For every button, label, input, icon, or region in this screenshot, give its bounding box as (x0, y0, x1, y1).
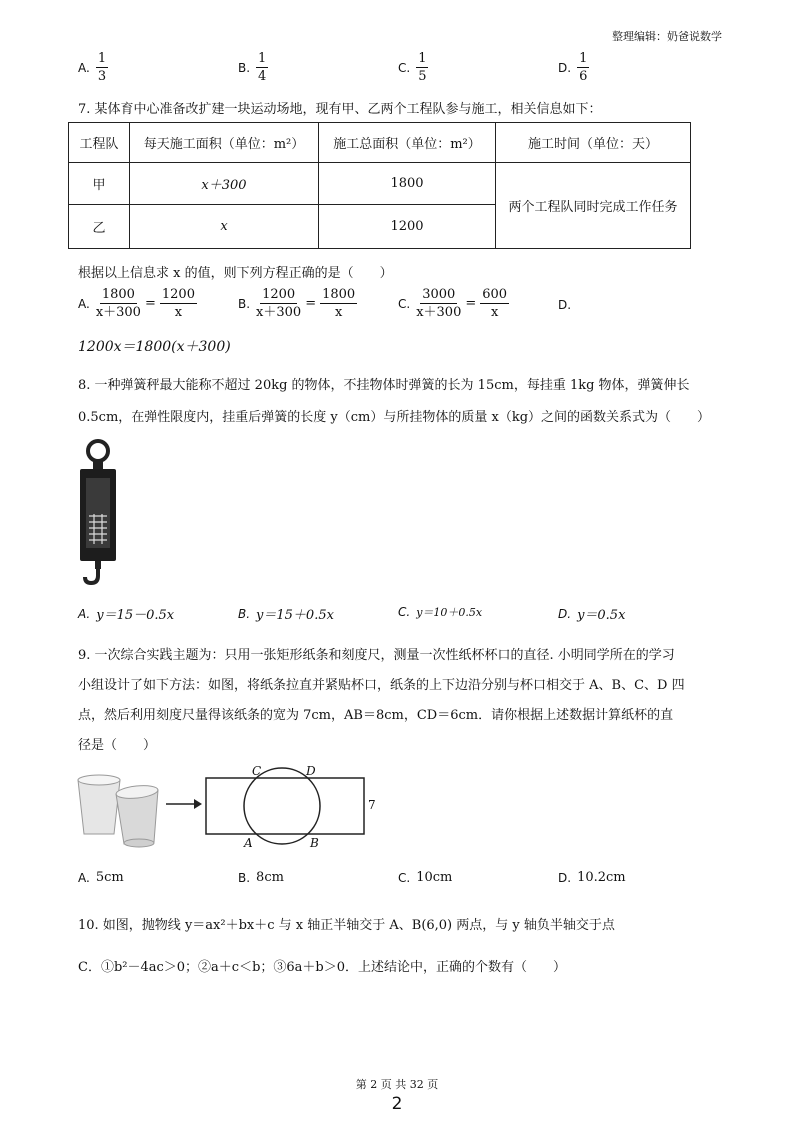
q6-option-b: B. $\frac{1}{4}$ (238, 51, 267, 84)
paper-cup-figure (70, 764, 390, 864)
table-header-cell: 施工时间（单位：天） (496, 123, 691, 163)
table-cell: 1800 (319, 163, 496, 205)
fraction: $\frac{1}{3}$ (97, 51, 107, 84)
equation: $\frac{1200}{x+300}$ = $\frac{1800}{x}$ (256, 287, 356, 320)
q7-option-d: D. (558, 298, 572, 312)
q9-line-2: 小组设计了如下方法：如图，将纸条拉直并紧贴杯口，纸条的上下边沿分别与杯口相交于 A、B、C、D 四 (78, 678, 685, 693)
label-d: D (306, 764, 316, 778)
q9-option-c: C. 10cm (398, 870, 453, 885)
table-header-cell: 工程队 (69, 123, 130, 163)
scale-hook-ring (88, 441, 108, 461)
scale-bottom-hook (85, 569, 98, 583)
fraction: $\frac{1}{6}$ (579, 51, 588, 84)
header-note: 整理编辑：奶爸说数学 (612, 30, 722, 43)
q9-line-3: 点，然后利用刻度尺量得该纸条的宽为 7cm，AB＝8cm，CD＝6cm．请你根据上述数据计算纸杯的直 (78, 708, 674, 723)
q10-line-2: C．①b²－4ac＞0；②a＋c＜b；③6a＋b＞0．上述结论中，正确的个数有（ ） (78, 960, 567, 975)
label-a: A (244, 836, 253, 850)
table-cell: 乙 (69, 205, 130, 249)
equation: $\frac{1800}{x+300}$ = $\frac{1200}{x}$ (95, 287, 195, 320)
q7-question: 根据以上信息求 x 的值，则下列方程正确的是（ ） (78, 266, 393, 281)
table-header-row (69, 123, 691, 163)
q8-option-d: D. y＝0.5x (558, 606, 626, 623)
fraction: $\frac{1}{5}$ (418, 51, 427, 84)
q8-option-a: A. y＝15－0.5x (78, 606, 175, 623)
q6-option-c: C. $\frac{1}{5}$ (398, 51, 427, 84)
q8-option-b: B. y＝15＋0.5x (238, 606, 334, 623)
q7-option-c: C. $\frac{3000}{x+300}$ = $\frac{600}{x}$ (398, 287, 508, 320)
label-c: C (252, 764, 262, 778)
q10-line-1: 10. 如图，抛物线 y＝ax²＋bx＋c 与 x 轴正半轴交于 A、B(6,0) 两点，与 y 轴负半轴交于点 (78, 918, 615, 933)
q8-line-1: 8. 一种弹簧秤最大能称不超过 20kg 的物体，不挂物体时弹簧的长为 15cm，每挂重 1kg 物体，弹簧伸长 (78, 378, 690, 393)
q8-line-2: 0.5cm，在弹性限度内，挂重后弹簧的长度 y（cm）与所挂物体的质量 x（kg）之间的函数关系式为（ ） (78, 410, 711, 425)
q6-option-d: D. $\frac{1}{6}$ (558, 51, 588, 84)
page-info: 第 2 页 共 32 页 (355, 1078, 439, 1091)
q8-option-c: C. y＝10＋0.5x (398, 605, 483, 619)
table-header-cell: 每天施工面积（单位：m²） (130, 123, 319, 163)
table-merged-cell: 两个工程队同时完成工作任务 (496, 163, 691, 249)
label-b: B (310, 836, 319, 850)
q9-line-4: 径是（ ） (78, 738, 157, 753)
table-cell: x＋300 (130, 163, 319, 205)
table-row (69, 163, 691, 205)
q6-option-a: A. $\frac{1}{3}$ (78, 51, 107, 84)
q9-line-1: 9. 一次综合实践主题为：只用一张矩形纸条和刻度尺，测量一次性纸杯杯口的直径. 小明同学所在的学习 (78, 648, 675, 663)
q9-option-a: A. 5cm (78, 870, 124, 885)
paper-strip-rect (206, 778, 364, 834)
cup-rim-circle (244, 768, 320, 844)
label-width: 7 (368, 798, 376, 812)
q7-stem: 7. 某体育中心准备改扩建一块运动场地，现有甲、乙两个工程队参与施工，相关信息如下： (78, 102, 602, 117)
cups-illustration (78, 775, 159, 847)
q7-option-b: B. $\frac{1200}{x+300}$ = $\frac{1800}{x}$ (238, 287, 356, 320)
q7-option-a: A. $\frac{1800}{x+300}$ = $\frac{1200}{x}$ (78, 287, 195, 320)
q9-option-b: B. 8cm (238, 870, 284, 885)
table-cell: 甲 (69, 163, 130, 205)
q7-option-d-equation: 1200x＝1800(x＋300) (78, 339, 231, 355)
arrow-icon (166, 799, 202, 809)
table-cell: x (130, 205, 319, 249)
spring-scale-figure (70, 436, 130, 586)
fraction: $\frac{1}{4}$ (258, 51, 267, 84)
table-header-cell: 施工总面积（单位：m²） (319, 123, 496, 163)
q7-info-table (68, 122, 691, 249)
table-cell: 1200 (319, 205, 496, 249)
equation: $\frac{3000}{x+300}$ = $\frac{600}{x}$ (416, 287, 508, 320)
page-number: 2 (391, 1094, 403, 1114)
q9-option-d: D. 10.2cm (558, 870, 626, 885)
